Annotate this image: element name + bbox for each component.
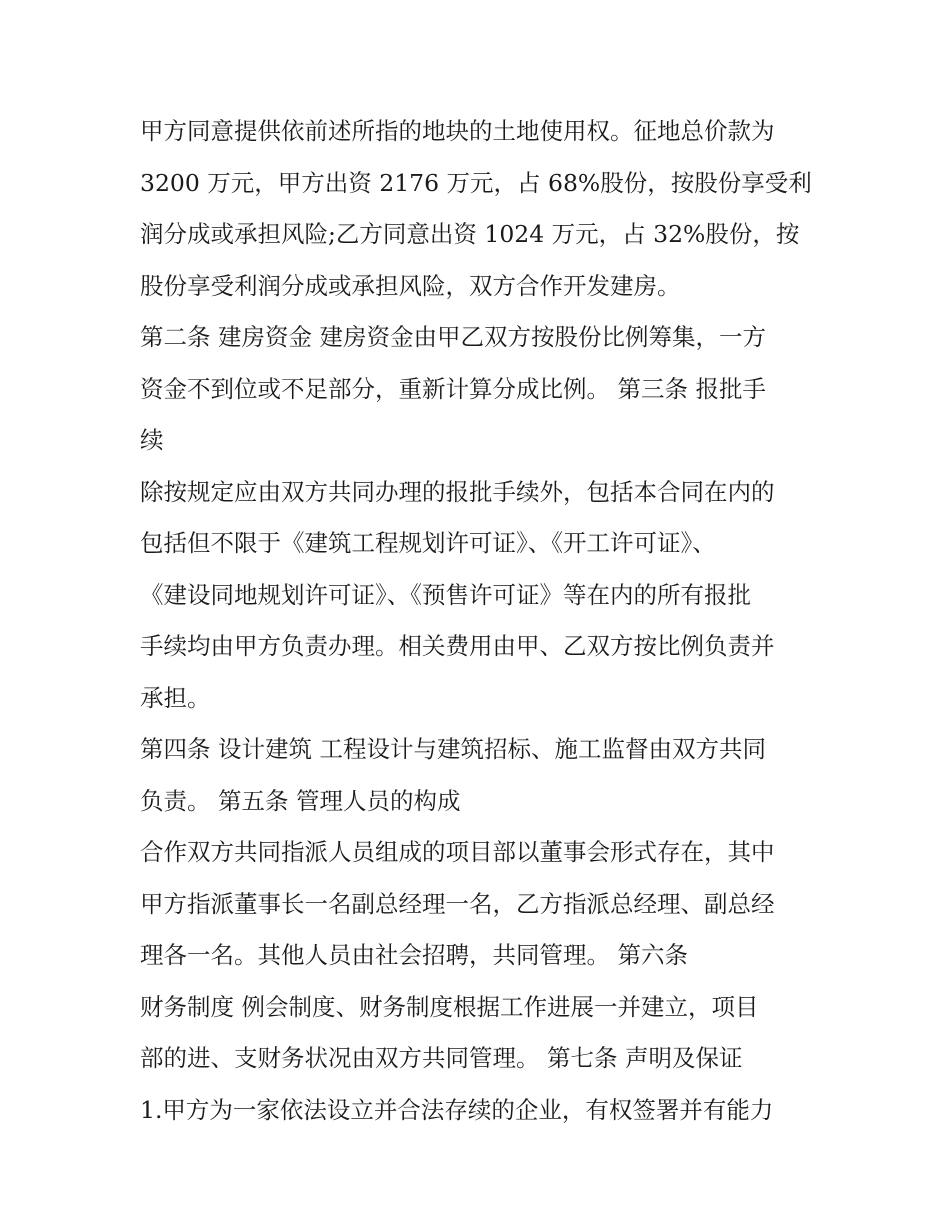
text-line: 财务制度 例会制度、财务制度根据工作进展一并建立，项目	[140, 992, 759, 1021]
text-line: 1.甲方为一家依法设立并合法存续的企业，有权签署并有能力	[140, 1095, 774, 1124]
text-line: 合作双方共同指派人员组成的项目部以董事会形式存在，其中	[140, 838, 775, 866]
text-line: 理各一名。其他人员由社会招聘，共同管理。 第六条	[140, 941, 688, 969]
text-line: 甲方指派董事长一名副总经理一名，乙方指派总经理、副总经	[140, 889, 775, 918]
text-line: 续	[140, 426, 164, 454]
text-line: 3200 万元，甲方出资 2176 万元，占 68%股份，按股份享受利	[140, 168, 812, 197]
text-line: 负责。 第五条 管理人员的构成	[140, 786, 461, 815]
text-line: 除按规定应由双方共同办理的报批手续外，包括本合同在内的	[140, 477, 775, 506]
text-line: 部的进、支财务状况由双方共同管理。 第七条 声明及保证	[140, 1044, 743, 1072]
text-line: 《建设同地规划许可证》、《预售许可证》等在内的所有报批	[140, 580, 751, 609]
text-line: 第二条 建房资金 建房资金由甲乙双方按股份比例筹集，一方	[140, 323, 766, 351]
text-line: 股份享受利润分成或承担风险，双方合作开发建房。	[140, 271, 681, 300]
text-line: 润分成或承担风险;乙方同意出资 1024 万元，占 32%股份，按	[140, 220, 800, 248]
text-line: 甲方同意提供依前述所指的地块的土地使用权。征地总价款为	[140, 117, 775, 145]
text-line: 手续均由甲方负责办理。相关费用由甲、乙双方按比例负责并	[140, 632, 775, 660]
text-line: 资金不到位或不足部分，重新计算分成比例。 第三条 报批手	[140, 374, 766, 403]
text-line: 第四条 设计建筑 工程设计与建筑招标、施工监督由双方共同	[140, 735, 766, 763]
text-line: 承担。	[140, 683, 211, 712]
text-line: 包括但不限于《建筑工程规划许可证》、《开工许可证》、	[140, 529, 716, 557]
document-body	[140, 106, 820, 1136]
